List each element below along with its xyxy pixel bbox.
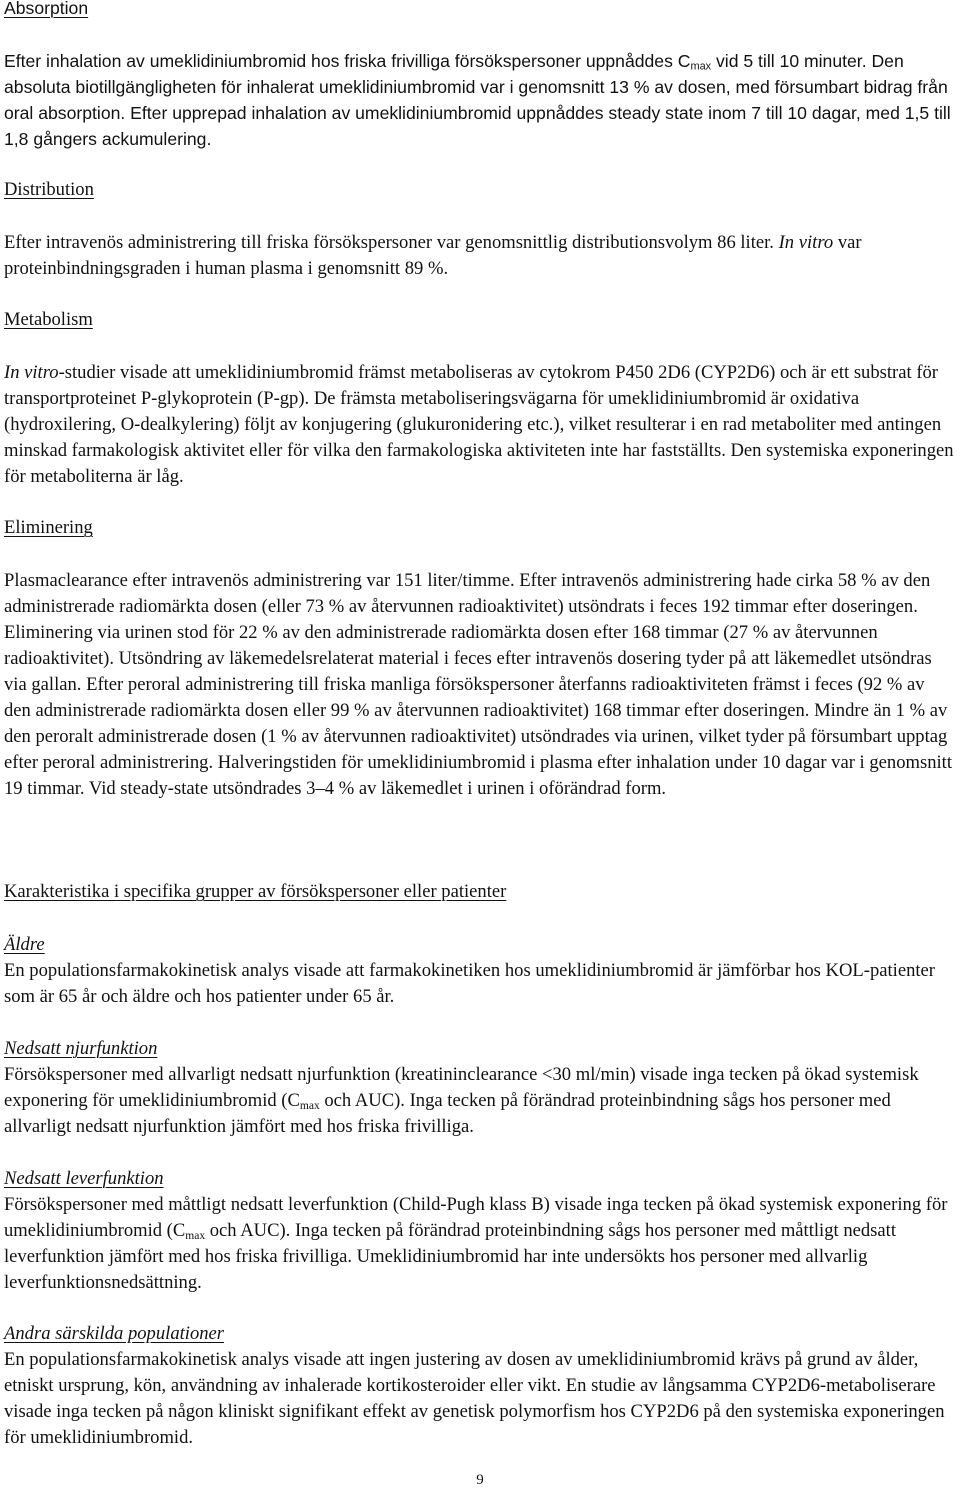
hepatic-text-a: Försökspersoner med måttligt nedsatt leverfunktion (Child-Pugh klass B) visade inga tecken på ökad systemisk exponering för umeklidiniumbromid (C [4,1194,948,1241]
cmax-subscript: max [690,60,712,73]
renal-heading: Nedsatt njurfunktion [4,1038,158,1059]
page-number: 9 [476,1472,484,1488]
metabolism-text: -studier visade att umeklidiniumbromid främst metaboliseras av cytokrom P450 2D6 (CYP2D6) och är ett substrat för transportproteinet P-glykoprotein (P-gp). De främsta metaboliseringsvägarna för umeklidiniumbromid är oxidativa (hydroxilering, O-dealkylering) följt av konjugering (glukuronidering etc.), vilket resulterar i en rad metaboliter med antingen minskad farmakologisk aktivitet eller för vilka den farmakologiska aktiviteten inte har fastställts. Den systemiska exponeringen för metaboliterna är låg. [4,362,954,487]
other-populations-paragraph: En populationsfarmakokinetisk analys visade att ingen justering av dosen av umeklidiniumbromid krävs på grund av ålder, etniskt ursprung, kön, användning av inhalerade kortikosteroider eller vikt. En studie av långsamma CYP2D6-metaboliserare visade inga tecken på någon kliniskt signifikant effekt av genetisk polymorfism hos CYP2D6 på den systemiska exponeringen för umeklidiniumbromid. [4,1349,945,1448]
metabolism-paragraph [4,360,954,490]
elderly-heading: Äldre [4,934,45,955]
renal-text-b: och AUC). Inga tecken på förändrad proteinbindning sågs hos personer med allvarligt nedsatt njurfunktion jämfört med hos friska frivilliga. [4,1090,891,1137]
in-vitro-italic: In vitro [4,362,59,383]
absorption-paragraph [4,48,954,152]
hepatic-paragraph [4,1192,954,1296]
elderly-paragraph: En populationsfarmakokinetisk analys visade att farmakokinetiken hos umeklidiniumbromid är jämförbar hos KOL-patienter som är 65 år och äldre och hos patienter under 65 år. [4,960,935,1007]
renal-text-a: Försökspersoner med allvarligt nedsatt njurfunktion (kreatininclearance <30 ml/min) visade inga tecken på ökad systemisk exponering för umeklidiniumbromid (C [4,1064,919,1111]
absorption-text-b: vid 5 till 10 minuter. Den absoluta biotillgängligheten för inhalerat umeklidiniumbromid var i genomsnitt 13 % av dosen, med försumbart bidrag från oral absorption. Efter upprepad inhalation av umeklidiniumbromid uppnåddes steady state inom 7 till 10 dagar, med 1,5 till 1,8 gångers ackumulering. [4,51,951,149]
distribution-text-b: var proteinbindningsgraden i human plasma i genomsnitt 89 %. [4,232,862,279]
distribution-paragraph [4,230,954,282]
metabolism-heading: Metabolism [4,309,93,330]
renal-paragraph [4,1062,954,1140]
absorption-heading: Absorption [4,0,89,18]
hepatic-text-b: och AUC). Inga tecken på förändrad proteinbindning sågs hos personer med måttligt nedsatt leverfunktion jämfört med hos friska frivilliga. Umeklidiniumbromid har inte undersökts hos personer med allvarlig leverfunktionsnedsättning. [4,1220,897,1293]
elimination-heading: Eliminering [4,517,93,538]
distribution-heading: Distribution [4,179,94,200]
special-groups-heading: Karakteristika i specifika grupper av försökspersoner eller patienter [4,881,507,902]
elimination-paragraph: Plasmaclearance efter intravenös administrering var 151 liter/timme. Efter intravenös administrering hade cirka 58 % av den administrerade radiomärkta dosen (eller 73 % av återvunnen radioaktivitet) utsöndrats i feces 192 timmar efter doseringen. Eliminering via urinen stod för 22 % av den administrerade radiomärkta dosen efter 168 timmar (27 % av återvunnen radioaktivitet). Utsöndring av läkemedelsrelaterat material i feces efter intravenös dosering tyder på att läkemedlet utsöndras via gallan. Efter peroral administrering till friska manliga försökspersoner återfanns radioaktiviteten främst i feces (92 % av den administrerade radiomärkta dosen eller 99 % av återvunnen radioaktivitet) 168 timmar efter doseringen. Mindre än 1 % av den peroralt administrerade dosen (1 % av återvunnen radioaktivitet) utsöndrades via urinen, vilket tyder på försumbart upptag efter peroral administrering. Halveringstiden för umeklidiniumbromid i plasma efter inhalation under 10 dagar var i genomsnitt 19 timmar. Vid steady-state utsöndrades 3–4 % av läkemedlet i urinen i oförändrad form. [4,570,953,799]
absorption-text-a: Efter inhalation av umeklidiniumbromid hos friska frivilliga försökspersoner uppnåddes C [4,51,691,71]
hepatic-heading: Nedsatt leverfunktion [4,1168,164,1189]
in-vitro-italic: In vitro [778,232,834,253]
cmax-subscript: max [185,1229,206,1242]
other-populations-heading: Andra särskilda populationer [4,1323,225,1344]
cmax-subscript: max [299,1099,320,1112]
distribution-text-a: Efter intravenös administrering till friska försökspersoner var genomsnittlig distributionsvolym 86 liter. [4,232,779,253]
